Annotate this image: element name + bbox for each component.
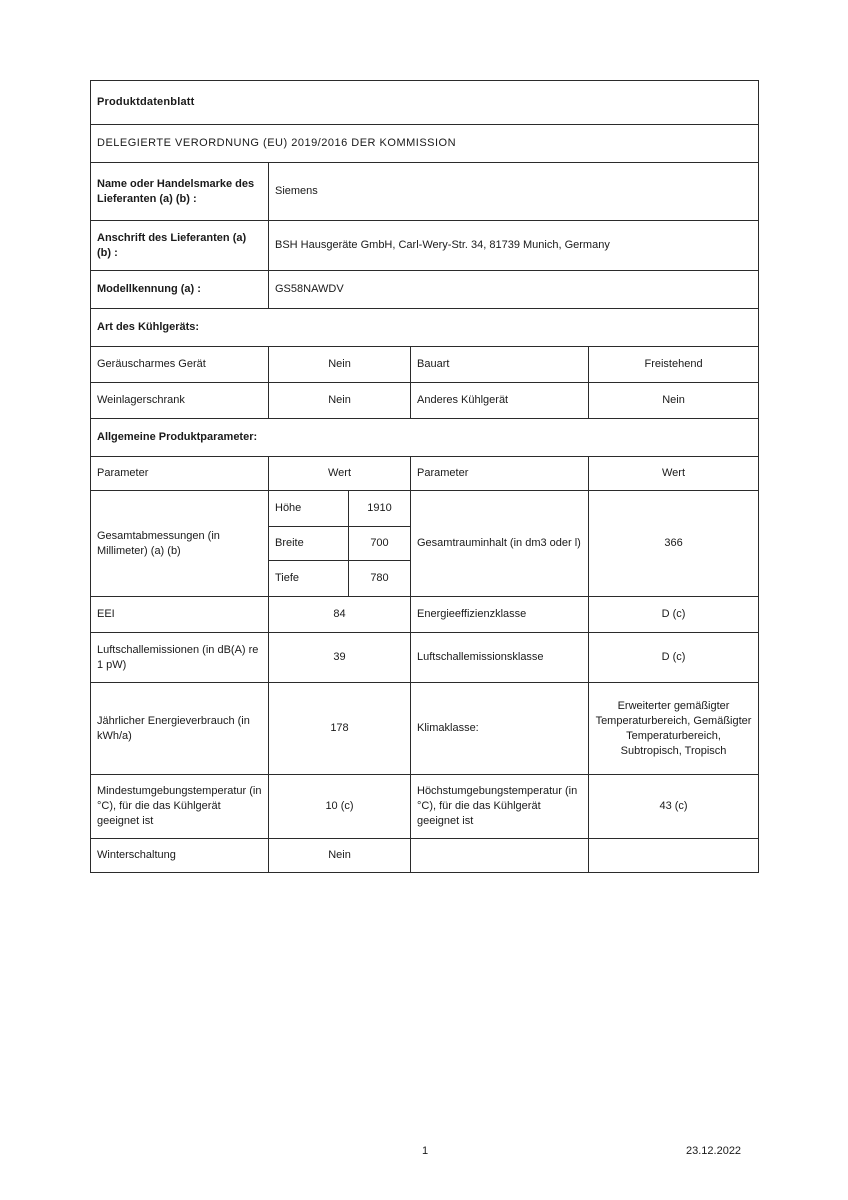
supplier-address-row <box>91 221 759 271</box>
footer-date: 23.12.2022 <box>686 1145 742 1157</box>
col-header-value-1: Wert <box>269 457 411 491</box>
product-data-table <box>90 80 759 873</box>
eei-label: EEI <box>91 597 269 633</box>
supplier-address-label: Anschrift des Lieferanten (a) (b) : <box>91 221 269 271</box>
type-heading-row <box>91 309 759 347</box>
min-temp-value: 10 (c) <box>269 775 411 839</box>
noise-label: Luftschallemissionen (in dB(A) re 1 pW) <box>91 633 269 683</box>
params-heading-row <box>91 419 759 457</box>
max-temp-value: 43 (c) <box>589 775 759 839</box>
climate-class-label: Klimaklasse: <box>411 683 589 775</box>
other-appliance-value: Nein <box>589 383 759 419</box>
low-noise-label: Geräuscharmes Gerät <box>91 347 269 383</box>
page-title: Produktdatenblatt <box>91 81 759 125</box>
noise-class-value: D (c) <box>589 633 759 683</box>
max-temp-label: Höchstumgebungstemperatur (in °C), für die das Kühlgerät geeignet ist <box>411 775 589 839</box>
design-value: Freistehend <box>589 347 759 383</box>
supplier-name-value: Siemens <box>269 163 759 221</box>
type-row-2 <box>91 383 759 419</box>
empty-cell <box>411 839 589 873</box>
winter-label: Winterschaltung <box>91 839 269 873</box>
volume-label: Gesamtrauminhalt (in dm3 oder l) <box>411 491 589 597</box>
depth-value: 780 <box>349 561 411 597</box>
width-value: 700 <box>349 527 411 561</box>
title-row <box>91 81 759 125</box>
wine-cabinet-label: Weinlagerschrank <box>91 383 269 419</box>
model-label: Modellkennung (a) : <box>91 271 269 309</box>
subtitle-row <box>91 125 759 163</box>
model-value: GS58NAWDV <box>269 271 759 309</box>
model-row <box>91 271 759 309</box>
page-number: 1 <box>422 1145 429 1157</box>
consumption-value: 178 <box>269 683 411 775</box>
dimensions-label: Gesamtabmessungen (in Millimeter) (a) (b) <box>91 491 269 597</box>
eei-value: 84 <box>269 597 411 633</box>
energy-class-label: Energieeffizienzklasse <box>411 597 589 633</box>
noise-class-label: Luftschallemissionsklasse <box>411 633 589 683</box>
supplier-name-row <box>91 163 759 221</box>
climate-class-value: Erweiterter gemäßigter Temperaturbereich, Gemäßigter Temperaturbereich, Subtropisch, Tropisch <box>589 683 759 775</box>
wine-cabinet-value: Nein <box>269 383 411 419</box>
col-header-parameter-1: Parameter <box>91 457 269 491</box>
energy-class-value: D (c) <box>589 597 759 633</box>
empty-cell <box>589 839 759 873</box>
design-label: Bauart <box>411 347 589 383</box>
consumption-label: Jährlicher Energieverbrauch (in kWh/a) <box>91 683 269 775</box>
type-section-heading: Art des Kühlgeräts: <box>91 309 759 347</box>
params-header-row <box>91 457 759 491</box>
eei-row <box>91 597 759 633</box>
params-section-heading: Allgemeine Produktparameter: <box>91 419 759 457</box>
height-label: Höhe <box>269 491 349 527</box>
col-header-parameter-2: Parameter <box>411 457 589 491</box>
regulation-subtitle: DELEGIERTE VERORDNUNG (EU) 2019/2016 DER KOMMISSION <box>91 125 759 163</box>
other-appliance-label: Anderes Kühlgerät <box>411 383 589 419</box>
winter-row <box>91 839 759 873</box>
noise-row <box>91 633 759 683</box>
supplier-address-value: BSH Hausgeräte GmbH, Carl-Wery-Str. 34, 81739 Munich, Germany <box>269 221 759 271</box>
low-noise-value: Nein <box>269 347 411 383</box>
dimensions-row-height <box>91 491 759 527</box>
type-row-1 <box>91 347 759 383</box>
volume-value: 366 <box>589 491 759 597</box>
supplier-name-label: Name oder Handelsmarke des Lieferanten (a) (b) : <box>91 163 269 221</box>
height-value: 1910 <box>349 491 411 527</box>
width-label: Breite <box>269 527 349 561</box>
temperature-row <box>91 775 759 839</box>
consumption-row <box>91 683 759 775</box>
winter-value: Nein <box>269 839 411 873</box>
noise-value: 39 <box>269 633 411 683</box>
depth-label: Tiefe <box>269 561 349 597</box>
min-temp-label: Mindestumgebungstemperatur (in °C), für die das Kühlgerät geeignet ist <box>91 775 269 839</box>
col-header-value-2: Wert <box>589 457 759 491</box>
